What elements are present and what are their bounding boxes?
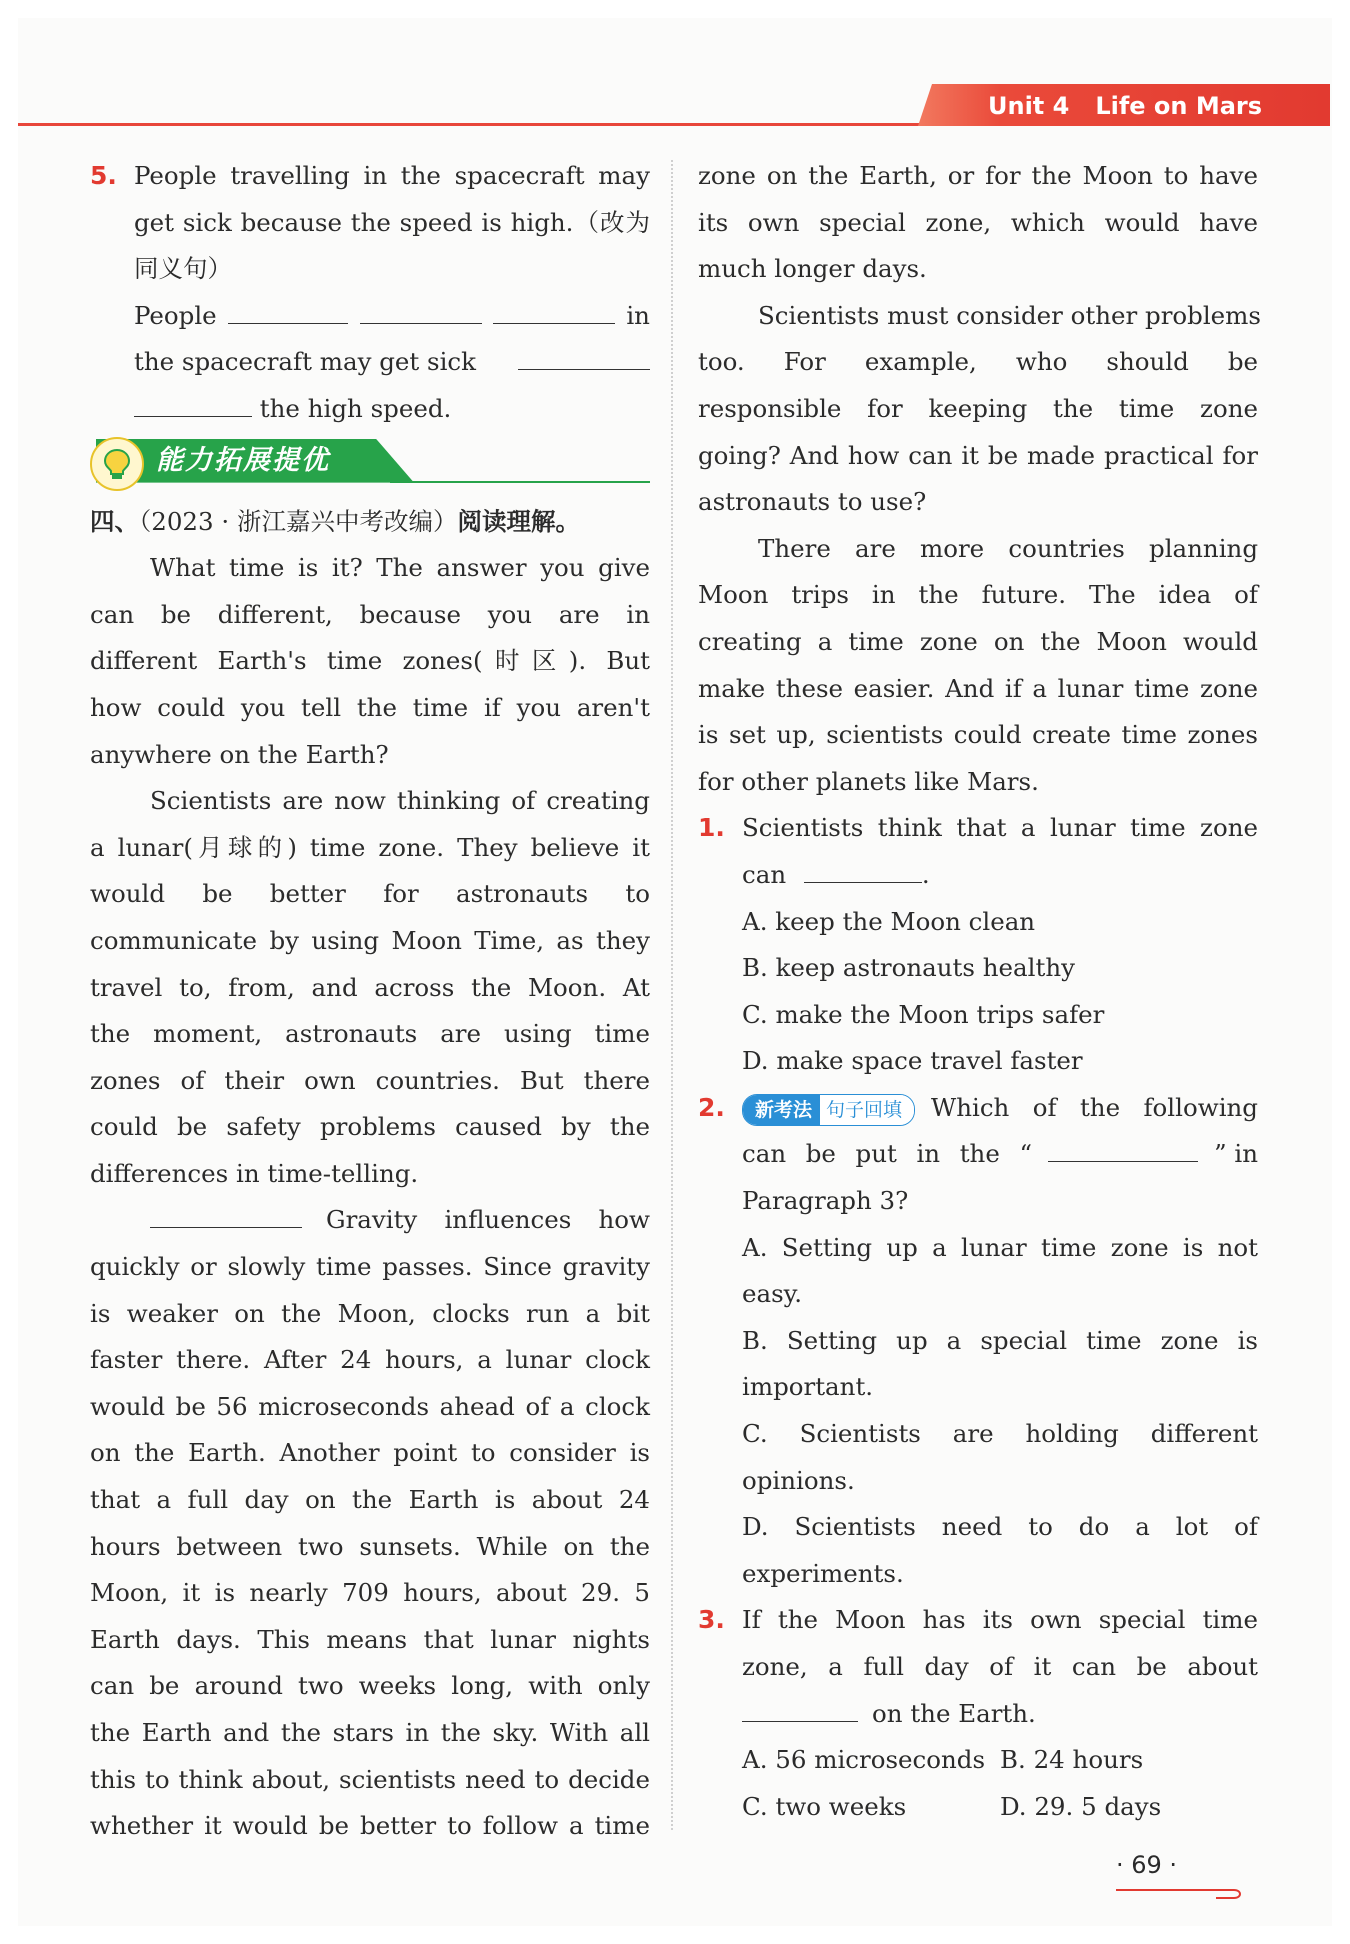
section-banner <box>90 435 650 491</box>
passage-line: whether it would be better to follow a time <box>90 1811 650 1841</box>
passage-line: its own special zone, which would have <box>698 207 1258 237</box>
passage-line: anywhere on the Earth? <box>90 739 389 769</box>
left-column <box>90 153 650 1850</box>
option-text: B. Setting up a special time zone is <box>742 1325 1258 1355</box>
passage-line: Earth days. This means that lunar nights <box>90 1624 650 1654</box>
passage-line: communicate by using Moon Time, as they <box>90 925 650 955</box>
passage-line: would be 56 microseconds ahead of a clock <box>90 1391 650 1421</box>
passage-line: responsible for keeping the time zone <box>698 393 1258 423</box>
question-text-line: 同义句） <box>134 254 232 284</box>
option-a[interactable]: A. keep the Moon clean <box>742 906 1036 936</box>
option-a[interactable]: A. 56 microseconds <box>742 1745 986 1775</box>
answer-text: the spacecraft may get sick <box>134 347 476 377</box>
passage-right <box>698 153 1261 805</box>
option-b[interactable]: B. keep astronauts healthy <box>742 953 1075 983</box>
lightbulb-icon <box>90 437 144 491</box>
passage-line: on the Earth. Another point to consider is <box>90 1438 650 1468</box>
passage-line: differences in time-telling. <box>90 1158 419 1188</box>
question-text-line <box>742 1691 1258 1738</box>
column-divider <box>671 160 673 1830</box>
question-number: 1. <box>698 813 725 843</box>
question-text-line <box>742 1085 1258 1132</box>
passage-line: There are more countries planning <box>758 533 1258 563</box>
right-column <box>698 153 1261 1830</box>
passage-blank[interactable] <box>150 1201 302 1228</box>
question-text-line: Scientists think that a lunar time zone <box>742 813 1258 843</box>
question-text-line: can . <box>742 852 1258 899</box>
answer-line-2 <box>134 339 650 386</box>
option-b[interactable] <box>742 1318 1258 1411</box>
option-row <box>742 1737 1258 1784</box>
passage-line: travel to, from, and across the Moon. At <box>90 972 650 1002</box>
passage-line: make these easier. And if a lunar time zone <box>698 673 1258 703</box>
option-text: opinions. <box>742 1465 855 1495</box>
answer-blank[interactable] <box>360 297 482 324</box>
question-number: 2. <box>698 1092 725 1122</box>
passage-line: can be around two weeks long, with only <box>90 1671 650 1701</box>
answer-blank[interactable] <box>518 343 650 370</box>
question-number: 5. <box>90 161 117 190</box>
passage-line: Gravity influences how <box>326 1205 650 1235</box>
passage-line: how could you tell the time if you aren't <box>90 692 650 722</box>
option-text: D. Scientists need to do a lot of <box>742 1512 1258 1542</box>
answer-line-3 <box>134 386 650 433</box>
passage-line: much longer days. <box>698 254 927 284</box>
passage-line: a lunar(月球的) time zone. They believe it <box>90 832 650 862</box>
section-source: （2023 · 浙江嘉兴中考改编） <box>139 506 458 536</box>
section-heading <box>90 499 650 546</box>
answer-blank[interactable] <box>228 297 348 324</box>
passage-line: going? And how can it be made practical for <box>698 440 1258 470</box>
answer-blank[interactable] <box>134 390 252 417</box>
question-text: on the Earth. <box>872 1698 1036 1728</box>
option-d[interactable]: D. 29. 5 days <box>1000 1791 1162 1821</box>
passage-line: is set up, scientists could create time zones <box>698 720 1258 750</box>
banner-rule <box>390 481 650 483</box>
passage-line: quickly or slowly time passes. Since gravity <box>90 1252 650 1282</box>
question-text-line: Paragraph 3? <box>742 1186 909 1216</box>
option-text: experiments. <box>742 1558 904 1588</box>
option-b[interactable]: B. 24 hours <box>1000 1745 1144 1775</box>
question-number: 3. <box>698 1605 725 1635</box>
answer-blank[interactable] <box>742 1695 858 1722</box>
passage-line: the moment, astronauts are using time <box>90 1019 650 1049</box>
option-c[interactable]: C. two weeks <box>742 1791 907 1821</box>
question-1 <box>698 805 1258 1085</box>
unit-header-title <box>988 88 1262 124</box>
passage-line: What time is it? The answer you give <box>150 553 650 583</box>
passage-line: that a full day on the Earth is about 24 <box>90 1485 650 1515</box>
passage-line: Scientists are now thinking of creating <box>150 786 650 816</box>
passage-line: different Earth's time zones(时区). But <box>90 646 650 676</box>
option-a[interactable] <box>742 1225 1258 1318</box>
passage-line: creating a time zone on the Moon would <box>698 626 1258 656</box>
question-text: can be put in the “ <box>742 1139 1032 1169</box>
passage-line: is weaker on the Moon, clocks run a bit <box>90 1298 650 1328</box>
answer-blank[interactable] <box>493 297 615 324</box>
option-text: easy. <box>742 1279 803 1309</box>
option-c[interactable] <box>742 1411 1258 1504</box>
option-c[interactable]: C. make the Moon trips safer <box>742 999 1105 1029</box>
passage-line: for other planets like Mars. <box>698 766 1039 796</box>
option-d[interactable] <box>742 1504 1258 1597</box>
passage-line: faster there. After 24 hours, a lunar clock <box>90 1345 650 1375</box>
passage-line: this to think about, scientists need to decide <box>90 1764 650 1794</box>
answer-line-1 <box>134 293 650 340</box>
question-5 <box>90 153 650 433</box>
answer-blank[interactable] <box>1048 1135 1198 1162</box>
question-text-line: People travelling in the spacecraft may <box>134 161 650 190</box>
answer-text: People <box>134 300 217 330</box>
question-text-line <box>742 1131 1258 1178</box>
passage-line: astronauts to use? <box>698 487 927 517</box>
answer-blank[interactable] <box>804 856 922 883</box>
question-2 <box>698 1085 1258 1598</box>
passage-line: Moon, it is nearly 709 hours, about 29. 5 <box>90 1578 650 1608</box>
question-text-line: If the Moon has its own special time <box>742 1605 1258 1635</box>
passage-line: hours between two sunsets. While on the <box>90 1531 650 1561</box>
tag-label: 新考法 <box>743 1095 820 1125</box>
question-text-line: zone, a full day of it can be about <box>742 1652 1258 1681</box>
new-exam-tag <box>742 1094 915 1126</box>
section-number: 四、 <box>90 506 139 536</box>
question-3 <box>698 1597 1258 1830</box>
page-number-underline <box>1116 1884 1246 1900</box>
question-text: Which of the following <box>931 1092 1258 1122</box>
section-title: 阅读理解。 <box>457 506 580 536</box>
passage-blank-line <box>90 1197 650 1244</box>
question-text: can <box>742 859 787 889</box>
passage-line: would be better for astronauts to <box>90 879 650 909</box>
option-row <box>742 1784 1258 1831</box>
passage-line: could be safety problems caused by the <box>90 1112 650 1142</box>
unit-title: Life on Mars <box>1095 92 1263 120</box>
question-text-line: get sick because the speed is high.（改为 <box>134 207 650 237</box>
option-text: important. <box>742 1372 874 1402</box>
passage-line: zones of their own countries. But there <box>90 1065 650 1095</box>
answer-text: the high speed. <box>259 393 452 423</box>
passage-line: Moon trips in the future. The idea of <box>698 580 1258 610</box>
passage-line: Scientists must consider other problems <box>758 300 1261 330</box>
passage-line: zone on the Earth, or for the Moon to have <box>698 161 1258 190</box>
unit-label: Unit 4 <box>988 92 1070 120</box>
question-text: ” in <box>1214 1139 1258 1169</box>
option-d[interactable]: D. make space travel faster <box>742 1046 1083 1076</box>
answer-text: in <box>626 300 650 330</box>
page-number: · 69 · <box>1116 1851 1178 1879</box>
passage-line: too. For example, who should be <box>698 347 1258 377</box>
passage-line: can be different, because you are in <box>90 599 650 629</box>
tag-sublabel: 句子回填 <box>820 1095 914 1125</box>
option-text: A. Setting up a lunar time zone is not <box>742 1232 1258 1262</box>
passage-left <box>90 545 650 1850</box>
banner-label: 能力拓展提优 <box>156 444 330 476</box>
passage-line: the Earth and the stars in the sky. With all <box>90 1718 650 1747</box>
option-text: C. Scientists are holding different <box>742 1419 1258 1449</box>
